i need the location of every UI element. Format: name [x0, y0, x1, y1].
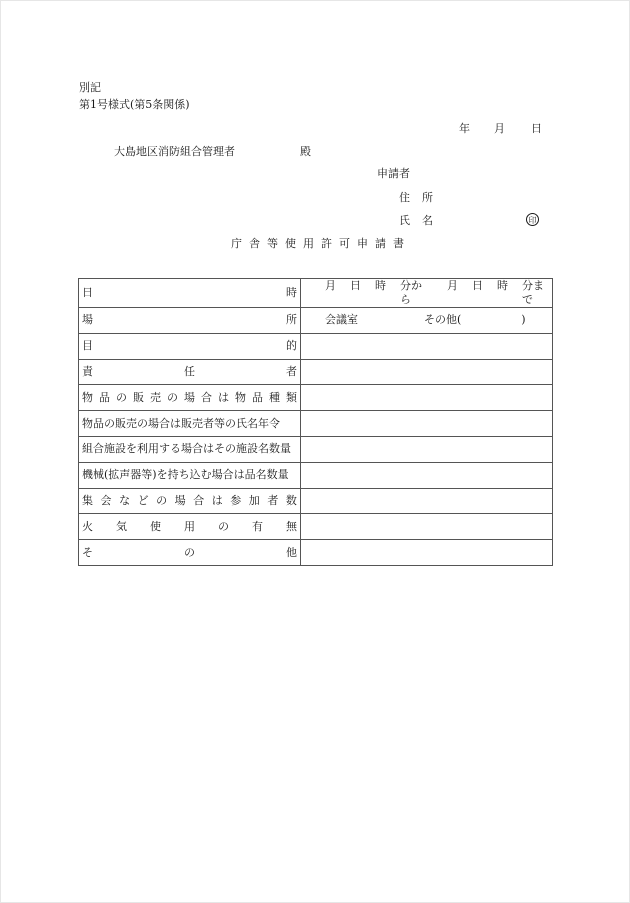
row-value-field[interactable] — [301, 385, 553, 411]
row-value-field[interactable] — [301, 308, 553, 334]
row-value-field[interactable] — [301, 514, 553, 540]
seal-mark — [526, 213, 539, 227]
row-label-text — [82, 520, 297, 534]
label-char: 種 — [269, 390, 280, 404]
form-number: 第1号様式(第5条関係) — [79, 98, 190, 111]
label-char: 加 — [248, 493, 260, 507]
label-char: 物 — [82, 390, 93, 404]
label-char: 販 — [133, 390, 144, 404]
label-char: の — [156, 493, 168, 507]
label-char: の — [116, 390, 127, 404]
label-char: 類 — [286, 390, 297, 404]
label-char: 火 — [82, 519, 93, 533]
table-row — [79, 436, 553, 462]
row-label-text — [82, 442, 297, 456]
label-char: 数 — [285, 493, 297, 507]
date-year: 年 — [459, 122, 470, 135]
row-value-field[interactable] — [301, 359, 553, 385]
label-char: 無 — [286, 519, 297, 533]
label-char: 目 — [82, 339, 93, 353]
label-char: 任 — [184, 364, 195, 378]
label-char: 売 — [150, 390, 161, 404]
label-char: 使 — [150, 519, 161, 533]
label-char: の — [218, 519, 229, 533]
label-char: 会 — [100, 493, 112, 507]
row-label — [79, 514, 301, 540]
table-row — [79, 279, 553, 308]
label-char: ど — [137, 493, 149, 507]
date-day: 日 — [531, 122, 542, 135]
label-char: 集 — [82, 493, 93, 507]
label-char: の — [167, 390, 178, 404]
label-char: 合 — [193, 493, 205, 507]
address-label-2: 所 — [422, 191, 433, 204]
row-value-field[interactable] — [301, 411, 553, 437]
row-value-field[interactable] — [301, 333, 553, 359]
date-to-hour: 時 — [497, 279, 508, 292]
row-label — [79, 411, 301, 437]
row-label — [79, 488, 301, 514]
row-label-text — [82, 286, 297, 300]
label-char: 日 — [82, 286, 93, 299]
date-month: 月 — [494, 122, 505, 135]
address-label-1: 住 — [399, 191, 410, 204]
label-char: 所 — [286, 313, 297, 327]
date-to-day: 日 — [472, 279, 483, 292]
place-options — [304, 313, 549, 327]
label-char: な — [119, 493, 131, 507]
table-row — [79, 488, 553, 514]
table-row — [79, 514, 553, 540]
row-label-text — [82, 417, 297, 431]
date-from-day: 日 — [350, 279, 361, 292]
table-row — [79, 308, 553, 334]
label-char: そ — [82, 545, 93, 559]
label-char: 責 — [82, 364, 93, 378]
date-from-minute: 分から — [400, 279, 422, 306]
name-label-1: 氏 — [399, 214, 410, 227]
row-value-field[interactable] — [301, 279, 553, 308]
application-table — [78, 278, 553, 566]
label-char: 組合施設を利用する場合はその施設名数量 — [82, 442, 291, 456]
row-label — [79, 333, 301, 359]
label-char: の — [184, 545, 195, 559]
date-to-minute: 分まで — [522, 279, 544, 306]
row-label — [79, 462, 301, 488]
label-char: は — [218, 390, 229, 404]
label-char: 品 — [252, 390, 263, 404]
label-char: 場 — [82, 313, 93, 327]
place-option-other: その他( — [424, 313, 462, 327]
table-row — [79, 333, 553, 359]
date-from-hour: 時 — [375, 279, 386, 292]
row-label-text — [82, 391, 297, 405]
appendix-label: 別記 — [79, 81, 101, 94]
label-char: 機械(拡声器等)を持ち込む場合は品名数量 — [82, 468, 289, 482]
label-char: 気 — [116, 519, 127, 533]
label-char: 参 — [230, 493, 242, 507]
row-label-text — [82, 313, 297, 327]
label-char: 者 — [267, 493, 279, 507]
label-char: 合 — [201, 390, 212, 404]
label-char: 場 — [184, 390, 195, 404]
row-label — [79, 359, 301, 385]
row-label-text — [82, 494, 297, 508]
table-row — [79, 385, 553, 411]
addressee: 大島地区消防組合管理者 — [114, 145, 235, 158]
label-char: 物品の販売の場合は販売者等の氏名年令 — [82, 416, 280, 430]
seal-icon: 印 — [526, 213, 539, 226]
honorific: 殿 — [300, 145, 311, 158]
row-label — [79, 436, 301, 462]
label-char: 有 — [252, 519, 263, 533]
date-to-month: 月 — [447, 279, 458, 292]
row-label-text — [82, 365, 297, 379]
row-label-text — [82, 339, 297, 353]
row-label-text — [82, 546, 297, 560]
row-label — [79, 279, 301, 308]
table-row — [79, 462, 553, 488]
table-row — [79, 540, 553, 566]
row-value-field[interactable] — [301, 488, 553, 514]
place-option-meeting-room: 会議室 — [325, 313, 358, 327]
document-title: 庁舎等使用許可申請書 — [231, 237, 411, 250]
label-char: 用 — [184, 519, 195, 533]
place-option-other-close: ) — [521, 313, 526, 327]
table-row — [79, 411, 553, 437]
label-char: は — [211, 493, 223, 507]
label-char: 場 — [174, 493, 186, 507]
applicant-label: 申請者 — [377, 167, 410, 180]
date-range — [304, 279, 549, 307]
name-label-2: 名 — [422, 214, 433, 227]
row-value-field[interactable] — [301, 436, 553, 462]
row-value-field[interactable] — [301, 462, 553, 488]
row-label-text — [82, 468, 297, 482]
table-row — [79, 359, 553, 385]
row-label — [79, 385, 301, 411]
row-label — [79, 308, 301, 334]
row-label — [79, 540, 301, 566]
label-char: 物 — [235, 390, 246, 404]
date-from-month: 月 — [325, 279, 336, 292]
label-char: 的 — [286, 339, 297, 353]
label-char: 品 — [99, 390, 110, 404]
label-char: 他 — [286, 545, 297, 559]
label-char: 時 — [286, 286, 297, 299]
label-char: 者 — [286, 364, 297, 378]
row-value-field[interactable] — [301, 540, 553, 566]
